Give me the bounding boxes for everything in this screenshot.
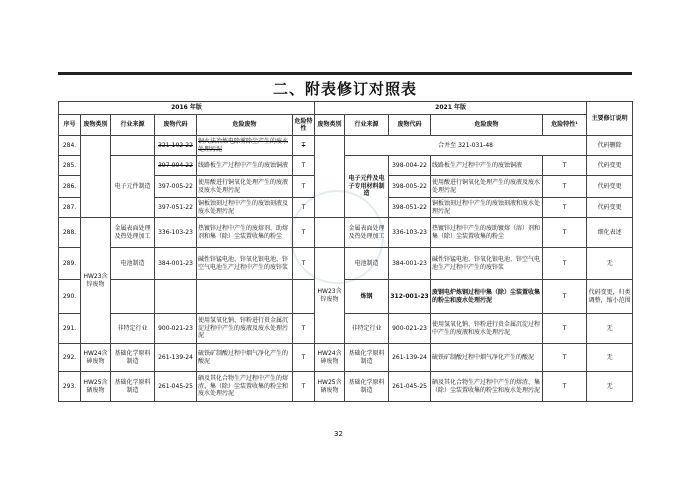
industry-cell xyxy=(111,136,155,156)
old-code-text: 397-004-22 xyxy=(158,161,193,169)
header-2021: 2021 年版 xyxy=(315,102,587,115)
row-seq: 284. xyxy=(59,136,81,156)
row-seq: 285. xyxy=(59,156,81,176)
new-waste: 碱性锌锰电池、锌氧化银电池、锌空气电池生产过程中产生的废锌浆 xyxy=(431,248,543,280)
header-row-columns xyxy=(59,115,633,136)
merged-note: 合并至 321-031-48 xyxy=(345,136,587,156)
row-seq: 293. xyxy=(59,372,81,402)
change-note: 代码变更 xyxy=(587,156,633,176)
page-title: 二、附表修订对照表 xyxy=(272,79,417,98)
row-seq: 292. xyxy=(59,344,81,372)
new-hazard: T xyxy=(543,156,587,176)
old-category: HW25含硒废物 xyxy=(81,372,111,402)
old-category-hw23: HW23含锌废物 xyxy=(81,218,111,344)
new-hazard: T xyxy=(543,344,587,372)
row-seq: 289. xyxy=(59,248,81,280)
header-row-versions xyxy=(59,102,633,115)
header-hazard: 危险特性 xyxy=(293,115,315,136)
new-waste: 热镀锌过程中产生的废助镀熔（溶）剂和集（除）尘装置收集的粉尘 xyxy=(431,218,543,248)
new-hazard: T xyxy=(543,218,587,248)
change-note: 无 xyxy=(587,372,633,402)
row-seq: 288. xyxy=(59,218,81,248)
new-hazard: T xyxy=(543,314,587,344)
old-hazard: T xyxy=(293,156,315,176)
old-waste: 碱性锌锰电池、锌氧化银电池、锌空气电池生产过程中产生的废锌浆 xyxy=(197,248,293,280)
old-industry: 电池制造 xyxy=(111,248,155,280)
new-category-hw23: HW23含锌废物 xyxy=(315,248,345,344)
header-waste-2021: 危险废物 xyxy=(431,115,543,136)
old-code: 397-005-22 xyxy=(155,176,197,198)
old-waste: 硫铁矿制酸过程中烟气净化产生的酸泥 xyxy=(197,344,293,372)
new-code: 398-005-22 xyxy=(389,176,431,198)
header-seq: 序号 xyxy=(59,115,81,136)
new-category-empty xyxy=(315,218,345,248)
old-hazard: T xyxy=(293,344,315,372)
old-code: 397-051-22 xyxy=(155,198,197,218)
new-waste: 硫铁矿制酸过程中烟气净化产生的酸泥 xyxy=(431,344,543,372)
row-seq: 290. xyxy=(59,280,81,314)
header-code-2021: 废物代码 xyxy=(389,115,431,136)
old-industry: 基础化学原料制造 xyxy=(111,372,155,402)
table-row xyxy=(59,218,633,248)
old-waste: 热镀锌过程中产生的废熔剂、助熔剂和集（除）尘装置收集的粉尘 xyxy=(197,218,293,248)
category-hw22-new xyxy=(315,136,345,218)
new-industry: 非特定行业 xyxy=(345,314,389,344)
header-code: 废物代码 xyxy=(155,115,197,136)
new-waste: 铜板蚀刻过程中产生的废蚀刻液和废水处理污泥 xyxy=(431,198,543,218)
new-hazard: T xyxy=(543,176,587,198)
old-code: 261-045-25 xyxy=(155,372,197,402)
old-hazard: T xyxy=(293,218,315,248)
table-row xyxy=(59,136,633,156)
new-industry: 金属表面处理及热处理加工 xyxy=(345,218,389,248)
old-waste: 铜火法冶炼电除雾除尘产生的废水处理污泥 xyxy=(197,136,293,156)
new-industry: 基础化学原料制造 xyxy=(345,344,389,372)
new-waste: 线路板生产过程中产生的废蚀铜液 xyxy=(431,156,543,176)
table-row xyxy=(59,156,633,176)
change-note: 细化表述 xyxy=(587,218,633,248)
change-note: 无 xyxy=(587,248,633,280)
change-note: 代码变更 xyxy=(587,198,633,218)
row-seq: 291. xyxy=(59,314,81,344)
header-category: 废物类别 xyxy=(81,115,111,136)
header-industry-2021: 行业来源 xyxy=(345,115,389,136)
change-note: 代码变更，归类调整，缩小范围 xyxy=(587,280,633,314)
old-industry: 金属表面处理及热处理加工 xyxy=(111,218,155,248)
category-hw22-old xyxy=(81,136,111,218)
old-category: HW24含砷废物 xyxy=(81,344,111,372)
new-waste: 使用酸进行铜氧化处理产生的废液及废水处理污泥 xyxy=(431,176,543,198)
old-waste: 使用酸进行铜氧化处理产生的废液及废水处理污泥 xyxy=(197,176,293,198)
old-waste: 线路板生产过程中产生的废蚀铜液 xyxy=(197,156,293,176)
new-hazard: T xyxy=(543,372,587,402)
old-code xyxy=(155,156,197,176)
table-row xyxy=(59,372,633,402)
new-waste: 使用氢氧化钠、锌粉进行贵金属沉淀过程中产生的废液和废水处理污泥 xyxy=(431,314,543,344)
new-industry: 炼钢 xyxy=(345,280,389,314)
old-waste-empty xyxy=(197,280,293,314)
old-hazard: T xyxy=(293,198,315,218)
header-2016: 2016 年版 xyxy=(59,102,315,115)
header-industry: 行业来源 xyxy=(111,115,155,136)
new-code: 398-051-22 xyxy=(389,198,431,218)
old-code: 384-001-23 xyxy=(155,248,197,280)
new-code: 398-004-22 xyxy=(389,156,431,176)
old-waste: 硒及其化合物生产过程中产生的熔渣、集（除）尘装置收集的粉尘和废水处理污泥 xyxy=(197,372,293,402)
table-row xyxy=(59,248,633,280)
new-code: 384-001-23 xyxy=(389,248,431,280)
header-main-changes: 主要修订说明 xyxy=(587,102,633,136)
new-industry: 电池制造 xyxy=(345,248,389,280)
change-note: 无 xyxy=(587,314,633,344)
new-hazard: T xyxy=(543,198,587,218)
new-code: 312-001-23 xyxy=(389,280,431,314)
new-code: 261-045-25 xyxy=(389,372,431,402)
old-hazard: T xyxy=(293,136,315,156)
row-seq: 287. xyxy=(59,198,81,218)
old-hazard: T xyxy=(293,372,315,402)
new-waste: 硒及其化合物生产过程中产生的熔渣、集（除）尘装置收集的粉尘和废水处理污泥 xyxy=(431,372,543,402)
change-note: 代码删除 xyxy=(587,136,633,156)
page-number: 32 xyxy=(334,430,343,438)
old-waste: 铜板蚀刻过程中产生的废蚀刻液及废水处理污泥 xyxy=(197,198,293,218)
header-waste: 危险废物 xyxy=(197,115,293,136)
new-code: 900-021-23 xyxy=(389,314,431,344)
new-hazard: T xyxy=(543,248,587,280)
new-category: HW25含硒废物 xyxy=(315,372,345,402)
header-category-2021: 废物类别 xyxy=(315,115,345,136)
old-hazard: T xyxy=(293,314,315,344)
change-note: 无 xyxy=(587,344,633,372)
new-category: HW24含砷废物 xyxy=(315,344,345,372)
old-hazard-empty xyxy=(293,280,315,314)
old-code: 321-102-22 xyxy=(155,136,197,156)
new-hazard: T xyxy=(543,280,587,314)
table-row xyxy=(59,344,633,372)
old-industry: 非特定行业 xyxy=(111,314,155,344)
old-code: 261-139-24 xyxy=(155,344,197,372)
table-row xyxy=(59,280,633,314)
old-waste: 使用氢氧化钠、锌粉进行贵金属沉淀过程中产生的废液及废水处理污泥 xyxy=(197,314,293,344)
old-industry-electronics: 电子元件制造 xyxy=(111,156,155,218)
old-hazard: T xyxy=(293,248,315,280)
old-industry: 基础化学原料制造 xyxy=(111,344,155,372)
new-code: 336-103-23 xyxy=(389,218,431,248)
table-row xyxy=(59,314,633,344)
header-hazard-2021: 危险特性¹ xyxy=(543,115,587,136)
old-code: 900-021-23 xyxy=(155,314,197,344)
title-bar xyxy=(58,72,632,102)
row-seq: 286. xyxy=(59,176,81,198)
old-hazard: T xyxy=(293,176,315,198)
old-code: 336-103-23 xyxy=(155,218,197,248)
revision-table xyxy=(58,101,633,402)
old-industry-empty xyxy=(111,280,155,314)
new-industry: 基础化学原料制造 xyxy=(345,372,389,402)
new-industry-electronics: 电子元件及电子专用材料制造 xyxy=(345,156,389,218)
old-code-empty xyxy=(155,280,197,314)
change-note: 代码变更 xyxy=(587,176,633,198)
new-code: 261-139-24 xyxy=(389,344,431,372)
new-waste: 废钢电炉炼钢过程中集（除）尘装置收集的粉尘和废水处理污泥 xyxy=(431,280,543,314)
